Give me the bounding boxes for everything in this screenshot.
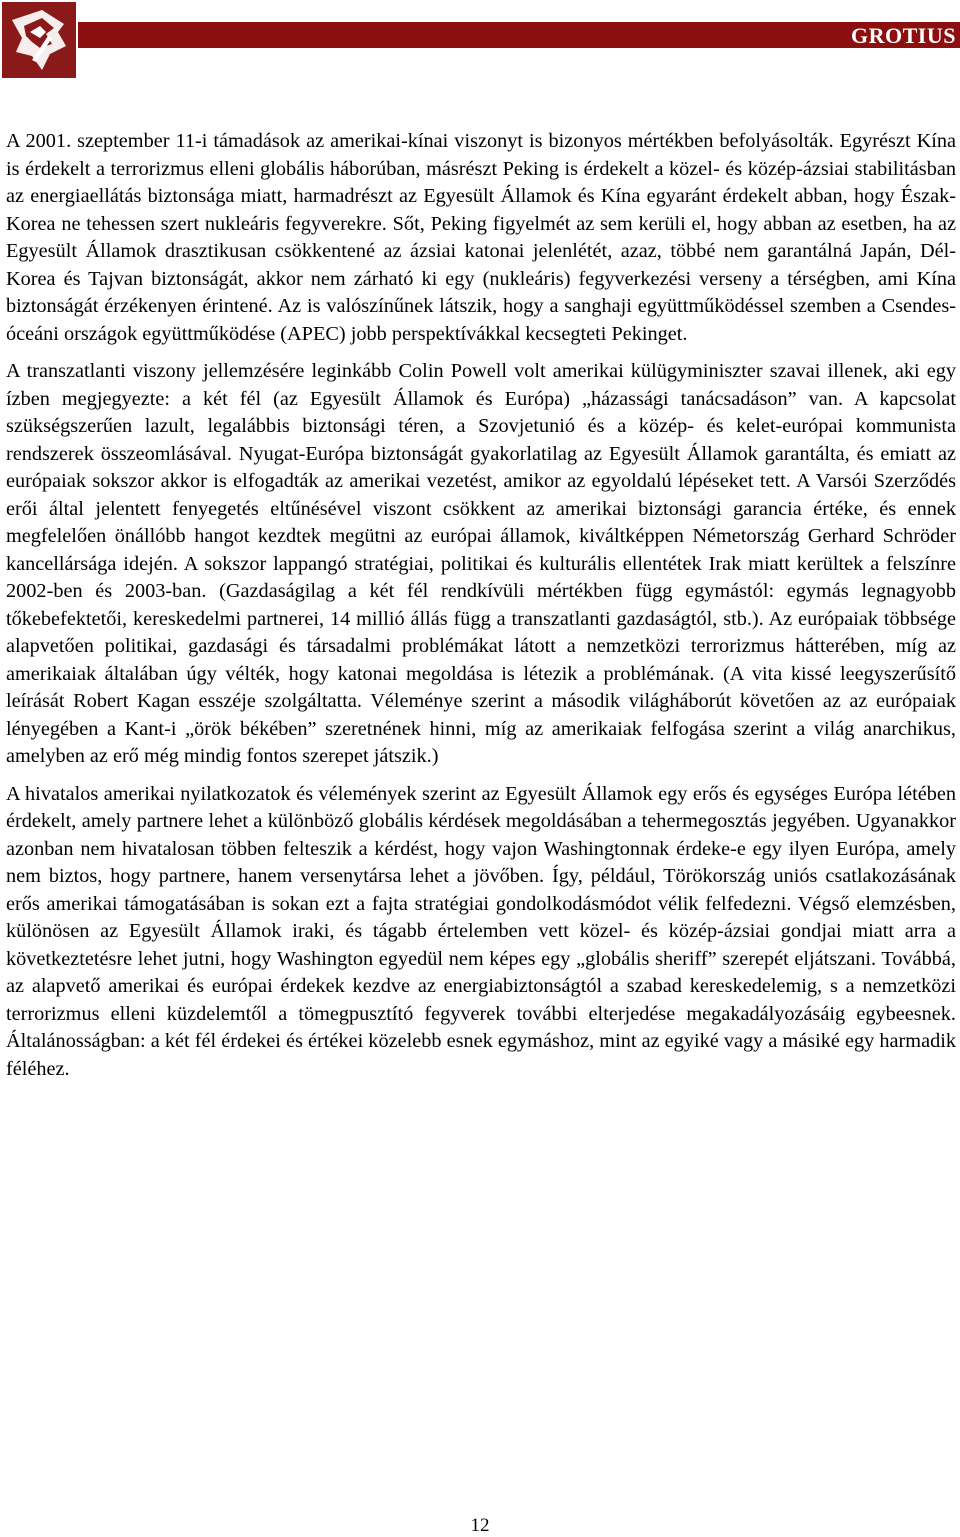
paragraph-2: A transzatlanti viszony jellemzésére leginkább Colin Powell volt amerikai külügyminiszter szavai illenek, aki egy ízben megjegyezte: a két fél (az Egyesült Államok és Európa) „házassági tanácsadáson” van. A kapcsolat szükségszerűen lazult, legalábbis biztonsági téren, a Szovjetunió és a közép- és kelet-európai kommunista rendszerek összeomlásával. Nyugat-Európa biztonságát gyakorlatilag az Egyesült Államok garantálta, és emiatt az európaiak sokszor akkor is elfogadták az amerikai vezetést, amikor az egyoldalú lépéseket tett. A Varsói Szerződés erői által jelentett fenyegetés eltűnésével viszont csökkent az amerikai biztonsági garancia értéke, és ennek megfelelően önállóbb hangot kezdtek megütni az európai államok, kiváltképpen Németország Gerhard Schröder kancellársága idején. A sokszor lappangó stratégiai, politikai és kulturális ellentétek Irak miatt kerültek a felszínre 2002-ben és 2003-ban. (Gazdaságilag a két fél rendkívüli mértékben függ egymástól: egymás legnagyobb tőkebefektetői, kereskedelmi partnerei, 14 millió állás függ a transzatlanti gazdaságtól, stb.). Az európaiak többsége alapvetően politikai, gazdasági és társadalmi problémákat látott a nemzetközi terrorizmus hátterében, míg az amerikaiak általában úgy vélték, hogy katonai megoldása is létezik a problémának. (A vita kissé leegyszerűsítő leírását Robert Kagan esszéje szolgáltatta. Véleménye szerint a második világháborút követően az az európaiak lényegében a Kant-i „örök békében” szeretnének hinni, míg az amerikaiak felfogása szerint a világ anarchikus, amelyben az erő még mindig fontos szerepet játszik.) bbox=[6, 360, 956, 767]
paragraph-1: A 2001. szeptember 11-i támadások az amerikai-kínai viszonyt is bizonyos mértékben befolyásolták. Egyrészt Kína is érdekelt a terrorizmus elleni globális háborúban, másrészt Peking is érdekelt a közel- és közép-ázsiai stabilitásban az energiaellátás biztonsága miatt, harmadrészt az Egyesült Államok és Kína egyaránt érdekelt abban, hogy Észak-Korea ne tehessen szert nukleáris fegyverekre. Sőt, Peking figyelmét az sem kerüli el, hogy abban az esetben, ha az Egyesült Államok drasztikusan csökkentené az ázsiai katonai jelenlétét, azaz, többé nem garantálná Japán, Dél-Korea és Tajvan biztonságát, akkor nem zárható ki egy (nukleáris) fegyverkezési verseny a térségben, ami Kína biztonságát érzékenyen érintené. Az is valószínűnek látszik, hogy a sanghaji együttműködéssel szemben a Csendes-óceáni országok együttműködése (APEC) jobb perspektívákkal kecsegteti Pekinget. bbox=[6, 130, 956, 345]
grotius-logo-icon bbox=[2, 2, 76, 78]
brand-title: GROTIUS bbox=[851, 23, 956, 48]
page-number: 12 bbox=[470, 1515, 490, 1536]
document-body bbox=[6, 128, 956, 1093]
paragraph-3: A hivatalos amerikai nyilatkozatok és vélemények szerint az Egyesült Államok egy erős és egységes Európa létében érdekelt, amely partnere lehet a különböző globális kérdések megoldásában a tehermegosztás jegyében. Ugyanakkor azonban nem hivatalosan többen felteszik a kérdést, hogy vajon Washingtonnak érdeke-e egy ilyen Európa, amely nem biztos, hogy partnere, hanem versenytársa lehet a jövőben. Így, például, Törökország uniós csatlakozásának erős amerikai támogatásában is sokan ezt a fajta stratégiai gondolkodásmódot vélik felfedezni. Végső elemzésben, különösen az Egyesült Államok iraki, és tágabb értelemben vett közel- és közép-ázsiai gondjai miatt arra a következtetésre lehet jutni, hogy Washington egyedül nem képes egy „globális sheriff” szerepét eljátszani. Továbbá, az alapvető amerikai és európai érdekek kezdve az energiabiztonságtól a szabad kereskedelemig, s a nemzetközi terrorizmus elleni küzdelemtől a tömegpusztító fegyverek további elterjedése megakadályozásáig egybeesnek. Általánosságban: a két fél érdekei és értékei közelebb esnek egymáshoz, mint az egyiké vagy a másiké egy harmadik féléhez. bbox=[6, 782, 956, 1080]
page-header bbox=[0, 0, 960, 80]
logo-emblem-graphic bbox=[2, 2, 76, 78]
header-bar bbox=[78, 22, 960, 48]
